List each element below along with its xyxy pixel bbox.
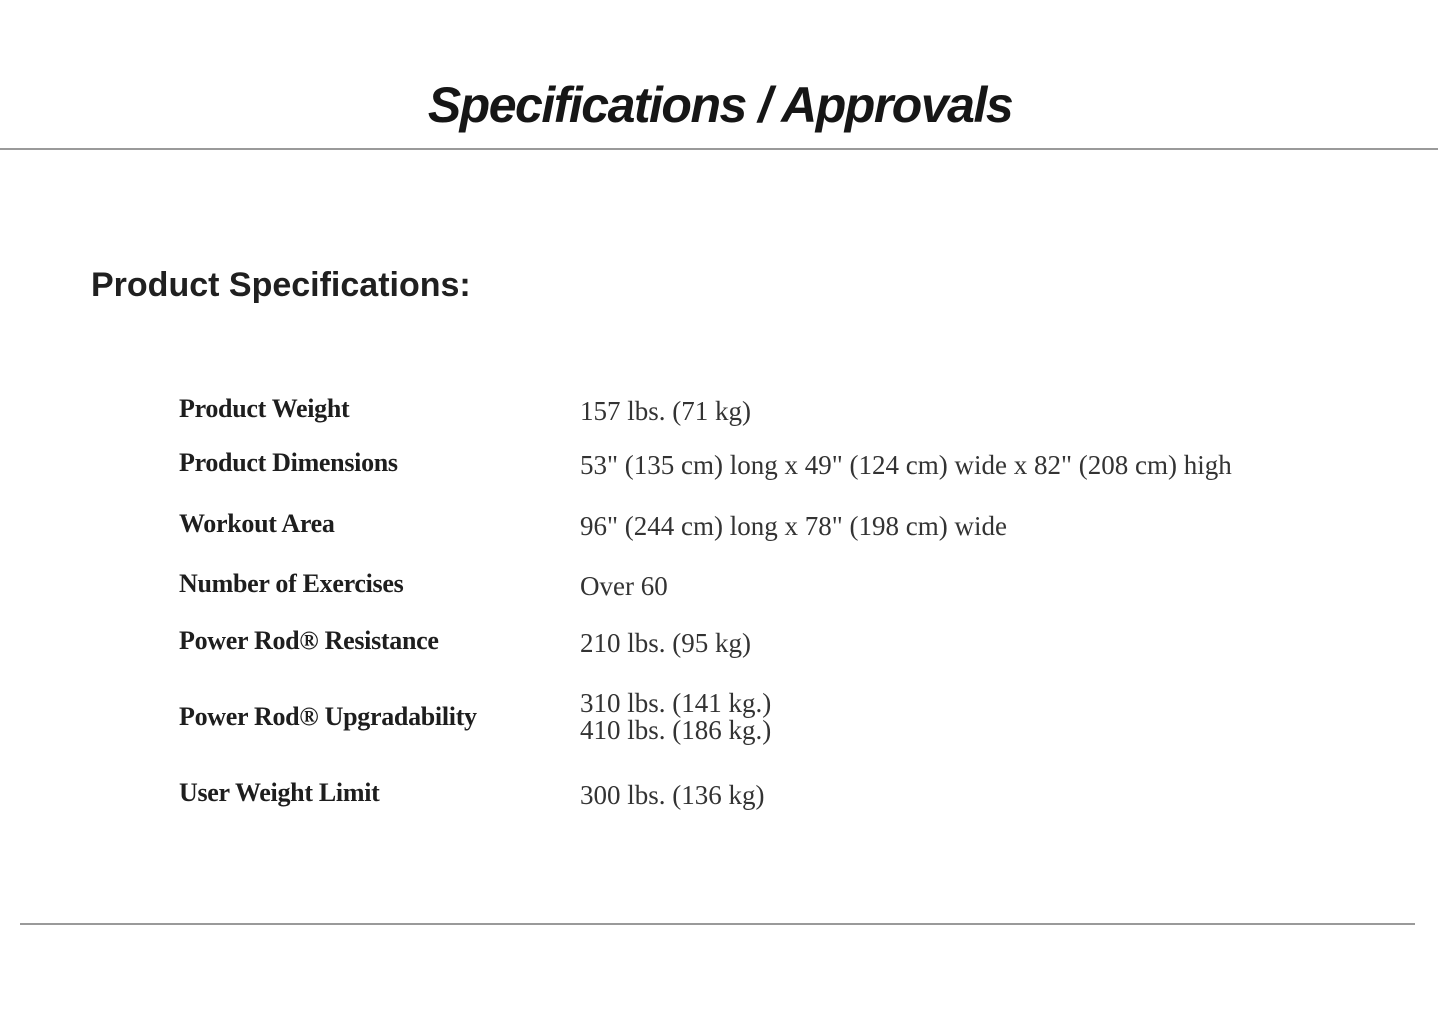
- spec-value: 96" (244 cm) long x 78" (198 cm) wide: [580, 511, 1007, 541]
- spec-label: Number of Exercises: [179, 569, 404, 598]
- spec-label: Power Rod® Resistance: [179, 626, 439, 655]
- spec-value: 53" (135 cm) long x 49" (124 cm) wide x 82" (208 cm) high: [580, 450, 1232, 480]
- section-heading: Product Specifications:: [91, 266, 471, 304]
- spec-label: Workout Area: [179, 509, 335, 538]
- spec-value: 210 lbs. (95 kg): [580, 628, 751, 658]
- title-divider: [0, 148, 1438, 150]
- page-title: Specifications / Approvals: [427, 77, 1013, 133]
- spec-label: Product Dimensions: [179, 448, 398, 477]
- bottom-divider: [20, 923, 1415, 925]
- spec-label: Product Weight: [179, 394, 350, 423]
- spec-value: 310 lbs. (141 kg.) 410 lbs. (186 kg.): [580, 688, 772, 745]
- spec-value: 157 lbs. (71 kg): [580, 396, 751, 426]
- spec-value: 300 lbs. (136 kg): [580, 780, 765, 810]
- spec-value: Over 60: [580, 571, 668, 601]
- spec-label: Power Rod® Upgradability: [179, 702, 477, 731]
- spec-label: User Weight Limit: [179, 778, 380, 807]
